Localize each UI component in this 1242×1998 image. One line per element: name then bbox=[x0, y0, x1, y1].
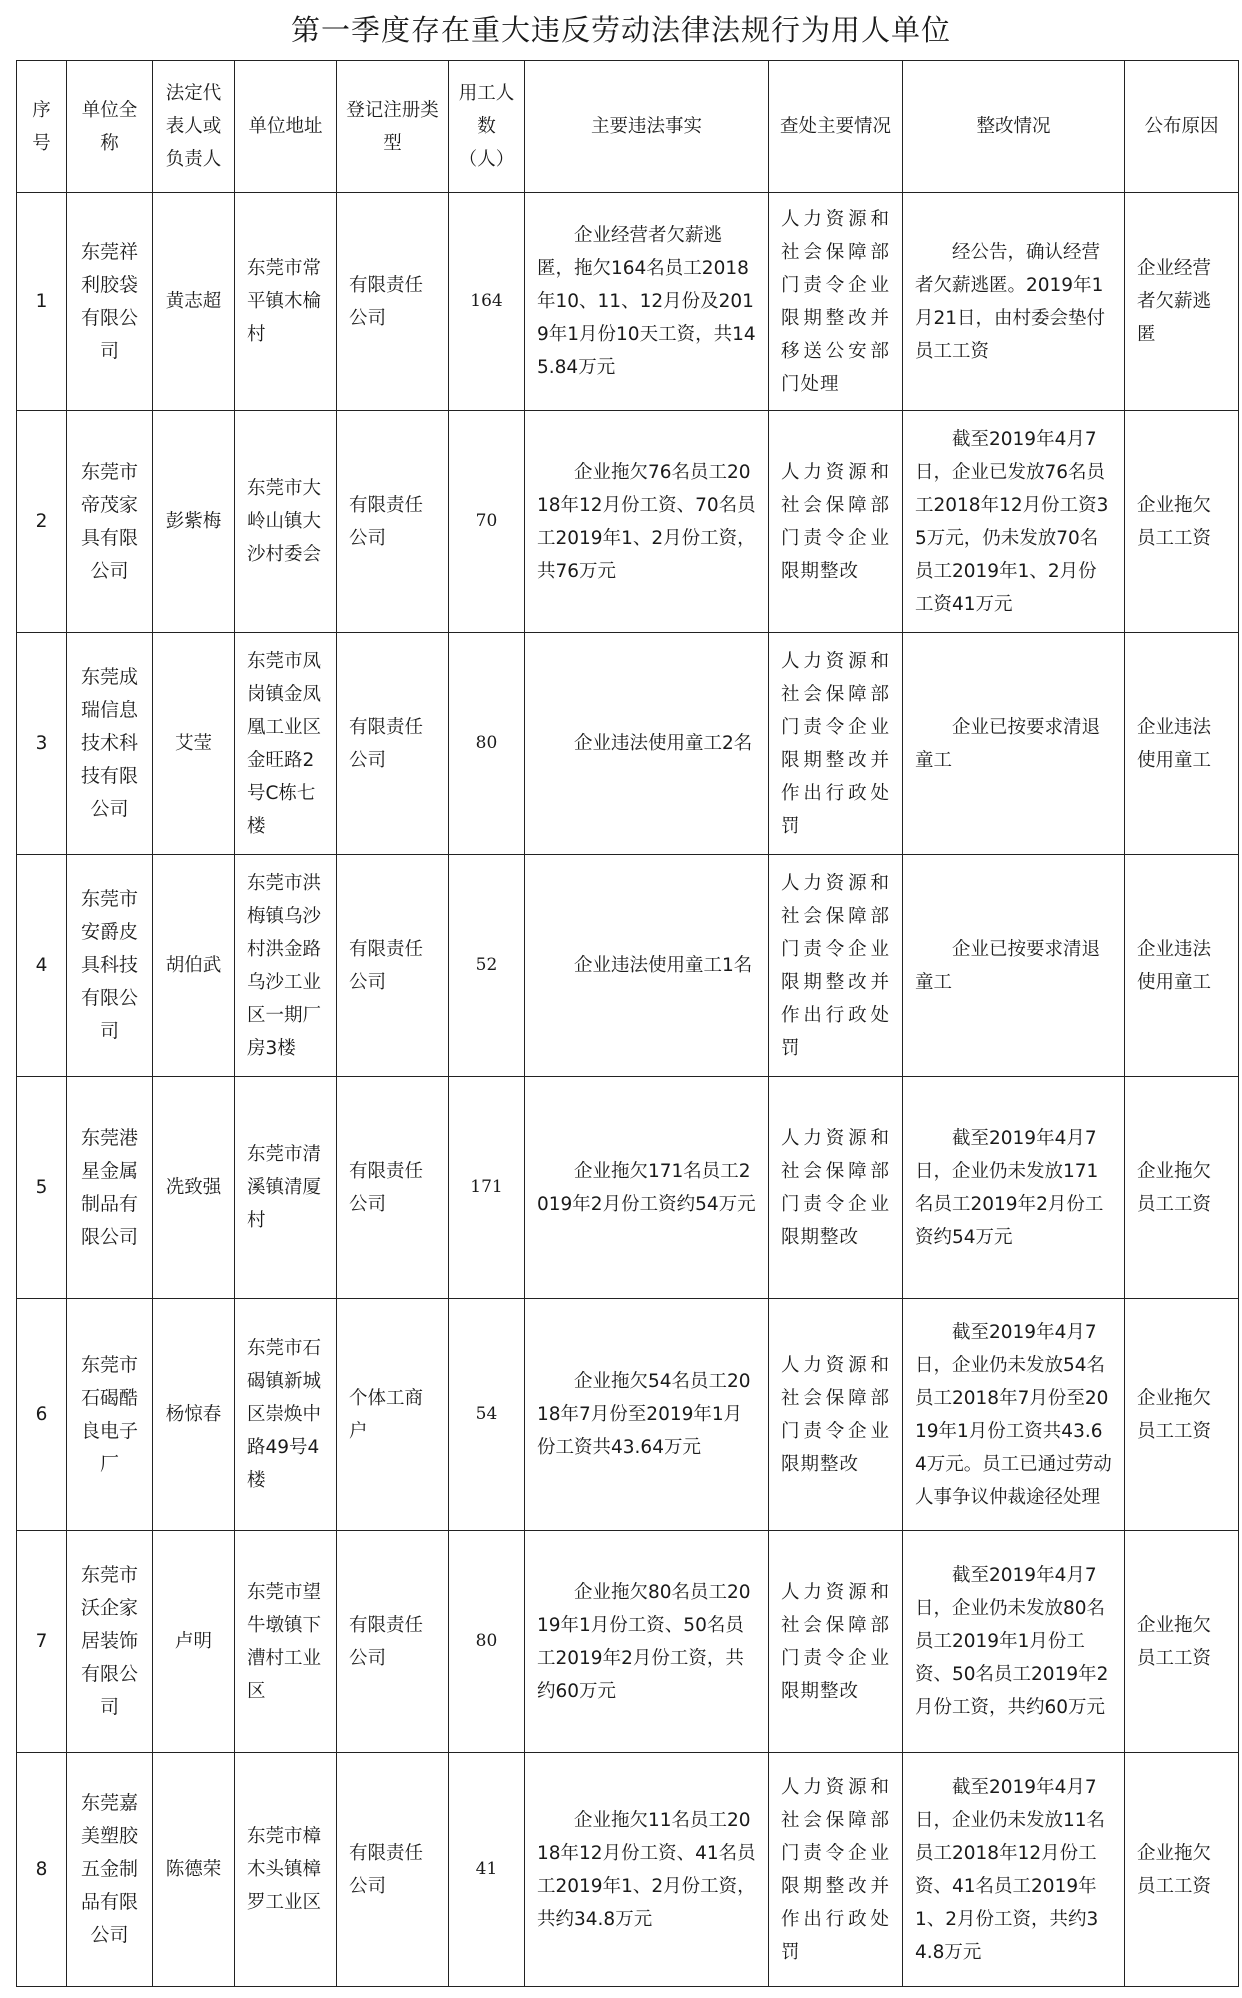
cell-rectify: 截至2019年4月7日，企业仍未发放54名员工2018年7月份至2019年1月份工资共43.64万元。员工已通过劳动人事争议仲裁途径处理 bbox=[903, 1299, 1125, 1531]
cell-rep: 彭紫梅 bbox=[153, 411, 235, 633]
header-addr: 单位地址 bbox=[235, 61, 337, 193]
header-name: 单位全称 bbox=[67, 61, 153, 193]
table-row bbox=[17, 855, 1239, 1077]
cell-type: 有限责任公司 bbox=[337, 411, 449, 633]
cell-rectify: 经公告，确认经营者欠薪逃匿。2019年1月21日，由村委会垫付员工工资 bbox=[903, 193, 1125, 411]
cell-penalty: 人力资源和社会保障部门责令企业限期整改并移送公安部门处理 bbox=[769, 193, 903, 411]
cell-name: 东莞市石碣酷良电子厂 bbox=[67, 1299, 153, 1531]
header-reason: 公布原因 bbox=[1125, 61, 1239, 193]
header-penalty: 查处主要情况 bbox=[769, 61, 903, 193]
table-row bbox=[17, 193, 1239, 411]
violations-table bbox=[16, 60, 1239, 1987]
cell-seq: 1 bbox=[17, 193, 67, 411]
cell-reason: 企业拖欠员工工资 bbox=[1125, 1531, 1239, 1753]
table-header-row bbox=[17, 61, 1239, 193]
cell-seq: 3 bbox=[17, 633, 67, 855]
cell-name: 东莞市帝茂家具有限公司 bbox=[67, 411, 153, 633]
cell-fact: 企业违法使用童工2名 bbox=[525, 633, 769, 855]
table-row bbox=[17, 1299, 1239, 1531]
cell-count: 80 bbox=[449, 1531, 525, 1753]
table-row bbox=[17, 633, 1239, 855]
cell-name: 东莞成瑞信息技术科技有限公司 bbox=[67, 633, 153, 855]
cell-rectify: 企业已按要求清退童工 bbox=[903, 633, 1125, 855]
cell-reason: 企业经营者欠薪逃匿 bbox=[1125, 193, 1239, 411]
cell-type: 有限责任公司 bbox=[337, 1077, 449, 1299]
cell-type: 有限责任公司 bbox=[337, 633, 449, 855]
cell-name: 东莞嘉美塑胶五金制品有限公司 bbox=[67, 1753, 153, 1987]
cell-name: 东莞市安爵皮具科技有限公司 bbox=[67, 855, 153, 1077]
cell-reason: 企业拖欠员工工资 bbox=[1125, 1077, 1239, 1299]
table-row bbox=[17, 411, 1239, 633]
table-row bbox=[17, 1753, 1239, 1987]
cell-rep: 冼致强 bbox=[153, 1077, 235, 1299]
cell-rep: 艾莹 bbox=[153, 633, 235, 855]
cell-name: 东莞市沃企家居装饰有限公司 bbox=[67, 1531, 153, 1753]
cell-penalty: 人力资源和社会保障部门责令企业限期整改 bbox=[769, 1531, 903, 1753]
cell-addr: 东莞市清溪镇清厦村 bbox=[235, 1077, 337, 1299]
cell-rep: 黄志超 bbox=[153, 193, 235, 411]
page-title: 第一季度存在重大违反劳动法律法规行为用人单位 bbox=[290, 13, 951, 47]
cell-rep: 陈德荣 bbox=[153, 1753, 235, 1987]
cell-addr: 东莞市石碣镇新城区崇焕中路49号4楼 bbox=[235, 1299, 337, 1531]
cell-penalty: 人力资源和社会保障部门责令企业限期整改并作出行政处罚 bbox=[769, 855, 903, 1077]
header-seq: 序号 bbox=[17, 61, 67, 193]
cell-reason: 企业违法使用童工 bbox=[1125, 633, 1239, 855]
cell-addr: 东莞市大岭山镇大沙村委会 bbox=[235, 411, 337, 633]
cell-fact: 企业经营者欠薪逃匿，拖欠164名员工2018年10、11、12月份及2019年1月份10天工资，共145.84万元 bbox=[525, 193, 769, 411]
cell-fact: 企业拖欠54名员工2018年7月份至2019年1月份工资共43.64万元 bbox=[525, 1299, 769, 1531]
cell-rectify: 截至2019年4月7日，企业仍未发放80名员工2019年1月份工资、50名员工2019年2月份工资，共约60万元 bbox=[903, 1531, 1125, 1753]
cell-rep: 胡伯武 bbox=[153, 855, 235, 1077]
cell-rectify: 企业已按要求清退童工 bbox=[903, 855, 1125, 1077]
cell-fact: 企业违法使用童工1名 bbox=[525, 855, 769, 1077]
cell-addr: 东莞市常平镇木棆村 bbox=[235, 193, 337, 411]
table-row bbox=[17, 1077, 1239, 1299]
cell-type: 有限责任公司 bbox=[337, 1753, 449, 1987]
table-row bbox=[17, 1531, 1239, 1753]
cell-count: 70 bbox=[449, 411, 525, 633]
header-count: 用工人数（人） bbox=[449, 61, 525, 193]
cell-fact: 企业拖欠171名员工2019年2月份工资约54万元 bbox=[525, 1077, 769, 1299]
cell-addr: 东莞市樟木头镇樟罗工业区 bbox=[235, 1753, 337, 1987]
cell-seq: 4 bbox=[17, 855, 67, 1077]
cell-count: 52 bbox=[449, 855, 525, 1077]
cell-count: 164 bbox=[449, 193, 525, 411]
header-rectify: 整改情况 bbox=[903, 61, 1125, 193]
cell-penalty: 人力资源和社会保障部门责令企业限期整改 bbox=[769, 1299, 903, 1531]
cell-reason: 企业拖欠员工工资 bbox=[1125, 411, 1239, 633]
cell-seq: 5 bbox=[17, 1077, 67, 1299]
cell-seq: 2 bbox=[17, 411, 67, 633]
cell-fact: 企业拖欠11名员工2018年12月份工资、41名员工2019年1、2月份工资，共约34.8万元 bbox=[525, 1753, 769, 1987]
cell-name: 东莞祥利胶袋有限公司 bbox=[67, 193, 153, 411]
cell-name: 东莞港星金属制品有限公司 bbox=[67, 1077, 153, 1299]
cell-addr: 东莞市洪梅镇乌沙村洪金路乌沙工业区一期厂房3楼 bbox=[235, 855, 337, 1077]
cell-seq: 6 bbox=[17, 1299, 67, 1531]
cell-rectify: 截至2019年4月7日，企业仍未发放11名员工2018年12月份工资、41名员工2019年1、2月份工资，共约34.8万元 bbox=[903, 1753, 1125, 1987]
cell-addr: 东莞市望牛墩镇下漕村工业区 bbox=[235, 1531, 337, 1753]
cell-count: 54 bbox=[449, 1299, 525, 1531]
cell-fact: 企业拖欠76名员工2018年12月份工资、70名员工2019年1、2月份工资，共76万元 bbox=[525, 411, 769, 633]
cell-count: 171 bbox=[449, 1077, 525, 1299]
cell-penalty: 人力资源和社会保障部门责令企业限期整改 bbox=[769, 1077, 903, 1299]
header-type: 登记注册类型 bbox=[337, 61, 449, 193]
cell-fact: 企业拖欠80名员工2019年1月份工资、50名员工2019年2月份工资，共约60万元 bbox=[525, 1531, 769, 1753]
cell-penalty: 人力资源和社会保障部门责令企业限期整改并作出行政处罚 bbox=[769, 1753, 903, 1987]
cell-penalty: 人力资源和社会保障部门责令企业限期整改 bbox=[769, 411, 903, 633]
header-rep: 法定代表人或负责人 bbox=[153, 61, 235, 193]
cell-reason: 企业违法使用童工 bbox=[1125, 855, 1239, 1077]
cell-penalty: 人力资源和社会保障部门责令企业限期整改并作出行政处罚 bbox=[769, 633, 903, 855]
header-fact: 主要违法事实 bbox=[525, 61, 769, 193]
cell-addr: 东莞市凤岗镇金凤凰工业区金旺路2号C栋七楼 bbox=[235, 633, 337, 855]
cell-seq: 7 bbox=[17, 1531, 67, 1753]
cell-type: 个体工商户 bbox=[337, 1299, 449, 1531]
cell-reason: 企业拖欠员工工资 bbox=[1125, 1299, 1239, 1531]
cell-type: 有限责任公司 bbox=[337, 1531, 449, 1753]
cell-rep: 杨惊春 bbox=[153, 1299, 235, 1531]
cell-rectify: 截至2019年4月7日，企业已发放76名员工2018年12月份工资35万元，仍未发放70名员工2019年1、2月份工资41万元 bbox=[903, 411, 1125, 633]
cell-seq: 8 bbox=[17, 1753, 67, 1987]
cell-rep: 卢明 bbox=[153, 1531, 235, 1753]
cell-rectify: 截至2019年4月7日，企业仍未发放171名员工2019年2月份工资约54万元 bbox=[903, 1077, 1125, 1299]
cell-type: 有限责任公司 bbox=[337, 193, 449, 411]
cell-type: 有限责任公司 bbox=[337, 855, 449, 1077]
cell-reason: 企业拖欠员工工资 bbox=[1125, 1753, 1239, 1987]
cell-count: 41 bbox=[449, 1753, 525, 1987]
cell-count: 80 bbox=[449, 633, 525, 855]
